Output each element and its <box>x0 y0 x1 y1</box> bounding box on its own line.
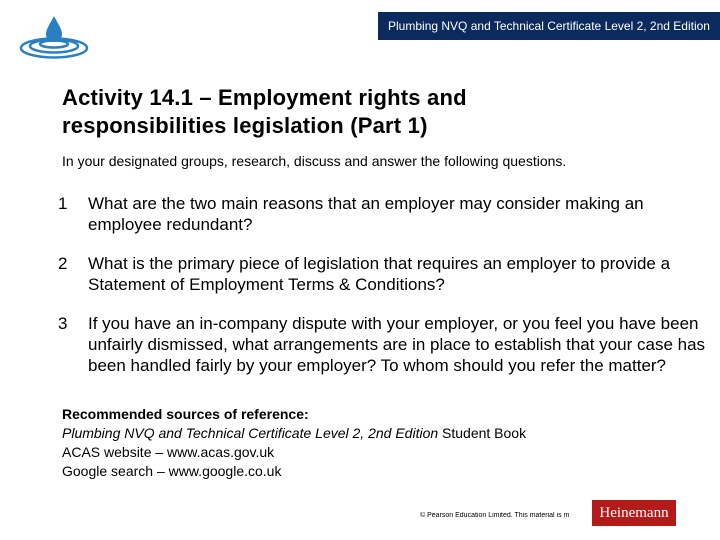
intro-text: In your designated groups, research, discuss and answer the following questions. <box>62 153 567 169</box>
copyright-footer: © Pearson Education Limited. This material is m <box>420 512 570 519</box>
source-book-title: Plumbing NVQ and Technical Certificate Level 2, 2nd Edition <box>62 425 439 441</box>
question-number: 2 <box>58 254 68 273</box>
title-line-1: Activity 14.1 – Employment rights and <box>62 85 467 110</box>
water-drop-logo-icon <box>18 14 90 64</box>
sources-heading: Recommended sources of reference: <box>62 406 309 422</box>
publisher-logo: Heinemann <box>592 500 676 526</box>
source-acas: ACAS website – www.acas.gov.uk <box>62 444 275 460</box>
question-text: What is the primary piece of legislation that requires an employer to provide a Statement of Employment Terms & Conditions? <box>88 254 671 294</box>
question-text: What are the two main reasons that an employer may consider making an employee redundant? <box>88 194 644 234</box>
question-number: 1 <box>58 194 68 213</box>
question-item <box>58 313 718 376</box>
header-text: Plumbing NVQ and Technical Certificate Level 2, 2nd Edition <box>388 19 710 33</box>
header-bar <box>378 12 720 40</box>
source-google: Google search – www.google.co.uk <box>62 463 282 479</box>
title-line-2: responsibilities legislation (Part 1) <box>62 113 428 138</box>
reference-sources <box>62 405 526 481</box>
question-number: 3 <box>58 314 68 333</box>
question-text: If you have an in-company dispute with your employer, or you feel you have been unfairly dismissed, what arrangements are in place to establish that your case has been handled fairly by your employer? To whom should you refer the matter? <box>88 314 706 375</box>
question-item <box>58 193 718 235</box>
page-title <box>62 84 682 140</box>
source-book <box>62 424 526 443</box>
source-book-suffix: Student Book <box>438 425 527 441</box>
question-item <box>58 253 718 295</box>
